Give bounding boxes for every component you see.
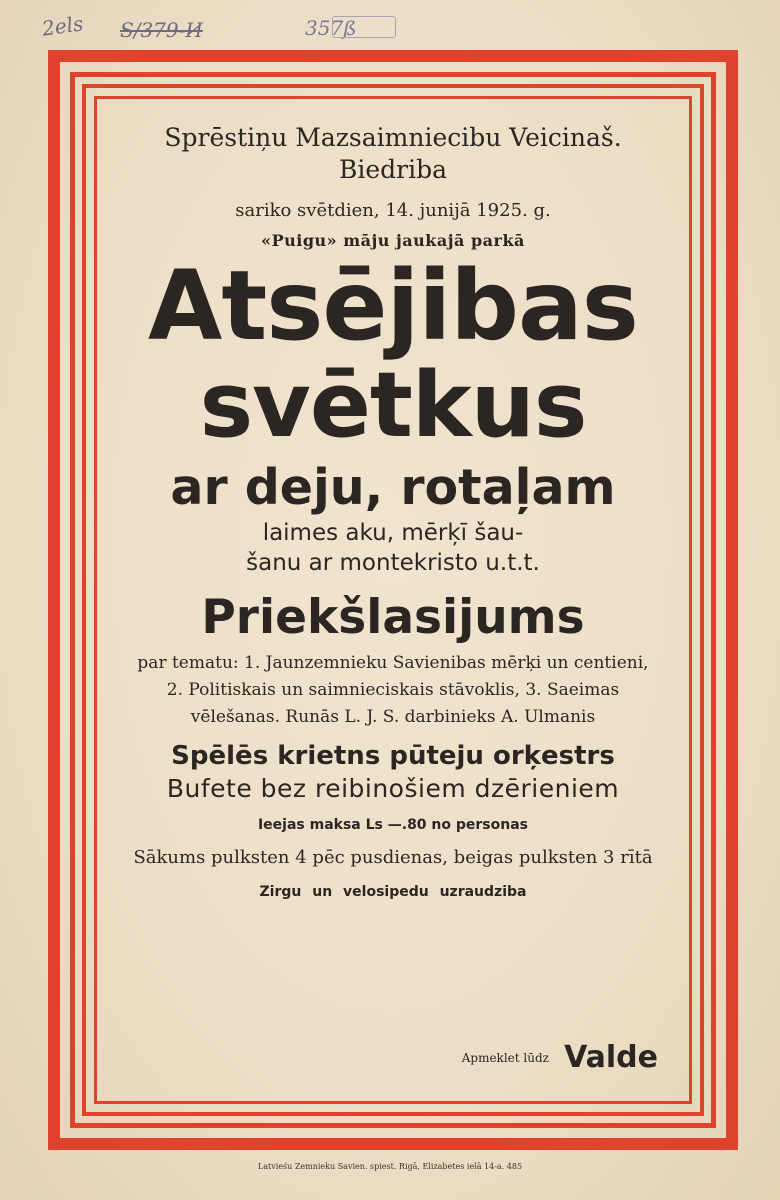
- entry-fee-line: Ieejas maksa Ls —.80 no personas: [257, 817, 529, 833]
- event-date: sariko svētdien, 14. junijā 1925. g.: [235, 200, 551, 221]
- activities-line: ar deju, rotaļam: [170, 459, 616, 516]
- buffet-line: Bufete bez reibinošiem dzērieniem: [166, 774, 620, 803]
- lottery-line2: šanu ar montekristo u.t.t.: [246, 550, 540, 576]
- invite-text: Apmeklet lūdz: [461, 1050, 549, 1065]
- lottery-line1: laimes aku, mērķī šau-: [262, 520, 524, 546]
- event-location: «Puigu» māju jaukajā parkā: [261, 231, 525, 250]
- organization-name-line2: Biedriba: [338, 155, 448, 184]
- horse-bicycle-guard-line: Zirgu un velosipedu uzraudziba: [259, 884, 527, 900]
- signoff: [462, 1040, 658, 1075]
- lecture-heading: Priekšlasijums: [201, 590, 585, 645]
- handwritten-note-2: S/379-И: [120, 18, 203, 42]
- printer-imprint: Latvieśu Zemnieku Savien. spiest. Rigā, Elizabetes ielā 14-a. 485: [257, 1162, 523, 1171]
- poster-content: [108, 110, 678, 1090]
- signature-valde: Valde: [564, 1040, 658, 1075]
- organization-name-line1: Sprēstiņu Mazsaimniecibu Veicinaš.: [164, 123, 622, 152]
- handwritten-note-3: 357ß: [305, 16, 357, 40]
- topics-line1: par tematu: 1. Jaunzemnieku Savienibas mērķi un centieni,: [137, 653, 649, 673]
- topics-line2: 2. Politiskais un saimnieciskais stāvoklis, 3. Saeimas: [166, 680, 620, 700]
- orchestra-line: Spēlēs krietns pūteju orķestrs: [171, 741, 615, 771]
- poster-title-line1: Atsējibas: [148, 250, 638, 362]
- handwritten-note-1: 2els: [40, 11, 85, 41]
- archive-stamp: [332, 16, 396, 38]
- topics-line3: vēlešanas. Runās L. J. S. darbinieks A. Ulmanis: [190, 707, 596, 727]
- poster-title-line2: svētkus: [199, 353, 587, 458]
- event-times-line: Sākums pulksten 4 pēc pusdienas, beigas pulksten 3 rītā: [133, 847, 653, 868]
